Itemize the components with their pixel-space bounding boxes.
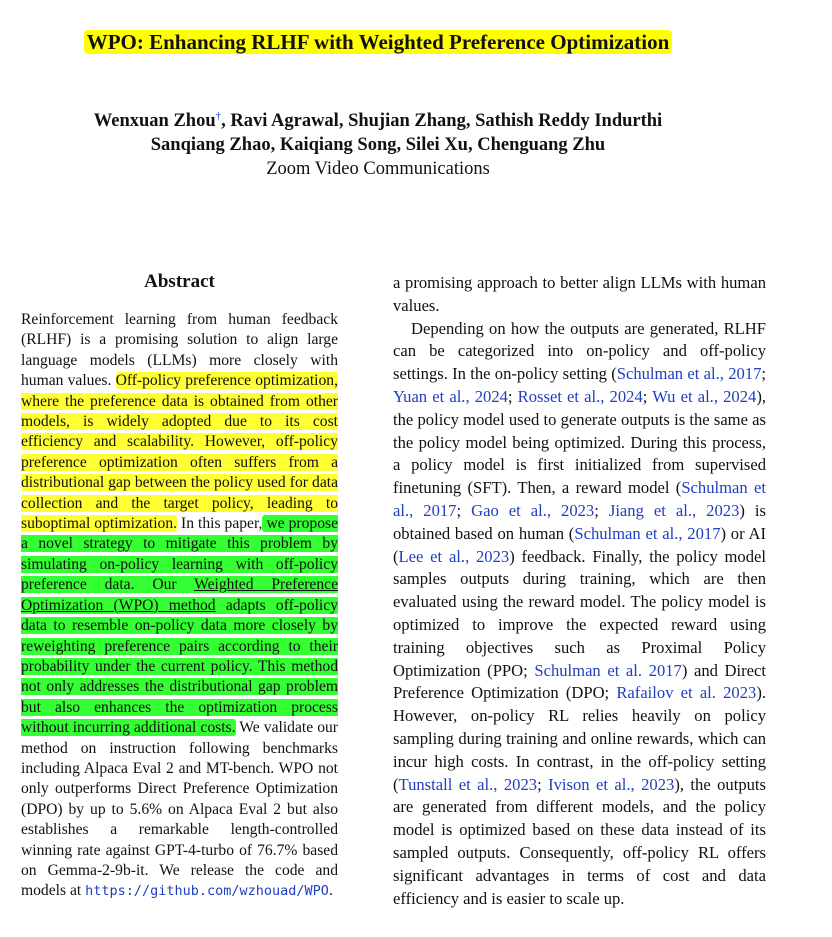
intro-text: ) is obtained based on human ( bbox=[393, 500, 766, 543]
green-highlight-a: we propose a novel strategy to mitigate this problem by simulating on-policy learning with off-policy preference data. Our bbox=[21, 515, 338, 594]
green-highlight bbox=[21, 515, 338, 736]
citation-link[interactable]: Lee et al., 2023 bbox=[398, 546, 510, 566]
intro-text: ), the policy model used to generate outputs is the same as the policy model being optimized. During this process, a policy model is first initialized from supervised finetuning (SFT). Then, a reward model ( bbox=[393, 386, 766, 498]
abstract-end: . bbox=[328, 882, 333, 900]
first-author: Wenxuan Zhou bbox=[93, 111, 216, 132]
intro-text: ), the outputs are generated from different models, and the policy model is optimized based on these data instead of its sampled outputs. Consequently, off-policy RL offers significant advantages in terms of cost and data efficiency and is easier to scale up. bbox=[393, 774, 766, 908]
citation-link[interactable]: Rosset et al., 2024 bbox=[517, 386, 643, 406]
yellow-highlight: Off-policy preference optimization, where the preference data is obtained from other models, is widely adopted due to its cost efficiency and scalability. However, off-policy preference optimization often suffers from a distributional gap between the policy used for data collection and the target policy, leading to suboptimal optimization. bbox=[21, 372, 338, 533]
dagger-mark: † bbox=[215, 110, 222, 122]
intro-text: ) feedback. Finally, the policy model samples outputs during training, which are then evaluated using the reward model. The policy model is optimized to improve the expected reward using training objectives such as Proximal Policy Optimization (PPO; bbox=[393, 546, 767, 680]
intro-sep: ; bbox=[761, 364, 767, 384]
author-block bbox=[0, 104, 756, 181]
intro-sep: ; bbox=[594, 500, 609, 520]
abstract-intro: Reinforcement learning from human feedback (RLHF) is a promising solution to align large language models (LLMs) more closely with human values. bbox=[21, 311, 338, 390]
intro-sep: ; bbox=[507, 386, 518, 406]
other-authors: , Ravi Agrawal, Shujian Zhang, Sathish Reddy Indurthi bbox=[221, 111, 663, 132]
citation-link[interactable]: Yuan et al., 2024 bbox=[393, 386, 508, 406]
abstract-body bbox=[21, 310, 338, 902]
intro-sep: ; bbox=[456, 500, 472, 520]
paper-title-text: WPO: Enhancing RLHF with Weighted Preference Optimization bbox=[84, 30, 673, 54]
abstract-results: We validate our method on instruction following benchmarks including Alpaca Eval 2 and MT-bench. WPO not only outperforms Direct Preference Optimization (DPO) by up to 5.6% on Alpaca Eval 2 but also establishes a remarkable length-controlled winning rate against GPT-4-turbo of 76.7% based on Gemma-2-9b-it. We release the code and models at bbox=[21, 719, 338, 900]
citation-link[interactable]: Jiang et al., 2023 bbox=[608, 500, 740, 520]
intro-text: ) and Direct Preference Optimization (DPO; bbox=[393, 660, 767, 703]
introduction-column bbox=[393, 272, 766, 910]
intro-sep: ; bbox=[537, 774, 549, 794]
abstract-transition: In this paper, bbox=[177, 515, 263, 533]
citation-link[interactable]: Schulman et al., 2017 bbox=[616, 364, 762, 384]
intro-sep: ; bbox=[642, 386, 653, 406]
citation-link[interactable]: Schulman et al., 2017 bbox=[574, 523, 721, 543]
authors-line-2: Sanqiang Zhao, Kaiqiang Song, Silei Xu, Chenguang Zhu bbox=[150, 135, 606, 156]
intro-paragraph-2 bbox=[393, 318, 766, 911]
citation-link[interactable]: Tunstall et al., 2023 bbox=[398, 774, 538, 794]
paper-title bbox=[0, 28, 756, 56]
citation-link[interactable]: Schulman et al., 2017 bbox=[393, 478, 766, 520]
citation-link[interactable]: Schulman et al. 2017 bbox=[534, 660, 682, 680]
citation-link[interactable]: Ivison et al., 2023 bbox=[548, 774, 675, 794]
code-url-link[interactable]: https://github.com/wzhouad/WPO bbox=[85, 883, 329, 900]
intro-text: Depending on how the outputs are generated, RLHF can be categorized into on-policy and off-policy settings. In the on-policy setting ( bbox=[393, 318, 766, 384]
citation-link[interactable]: Gao et al., 2023 bbox=[471, 500, 595, 520]
citation-link[interactable]: Wu et al., 2024 bbox=[652, 386, 757, 406]
intro-text: ). However, on-policy RL relies heavily on policy sampling during training and online rewards, which can incur high costs. In contrast, in the off-policy setting ( bbox=[393, 683, 766, 794]
wpo-method-underlined: Weighted Preference Optimization (WPO) method bbox=[21, 576, 338, 614]
intro-paragraph-1: a promising approach to better align LLMs with human values. bbox=[393, 273, 766, 315]
authors-line-1 bbox=[0, 104, 756, 133]
intro-text: ) or AI ( bbox=[393, 523, 767, 566]
green-highlight-b: adapts off-policy data to resemble on-policy data more closely by reweighting preference pairs according to their probability under the current policy. This method not only addresses the distributional gap problem but also enhances the optimization process without incurring additional costs. bbox=[21, 596, 338, 737]
abstract-heading: Abstract bbox=[144, 271, 215, 292]
citation-link[interactable]: Rafailov et al. 2023 bbox=[616, 683, 757, 703]
affiliation: Zoom Video Communications bbox=[266, 159, 490, 180]
